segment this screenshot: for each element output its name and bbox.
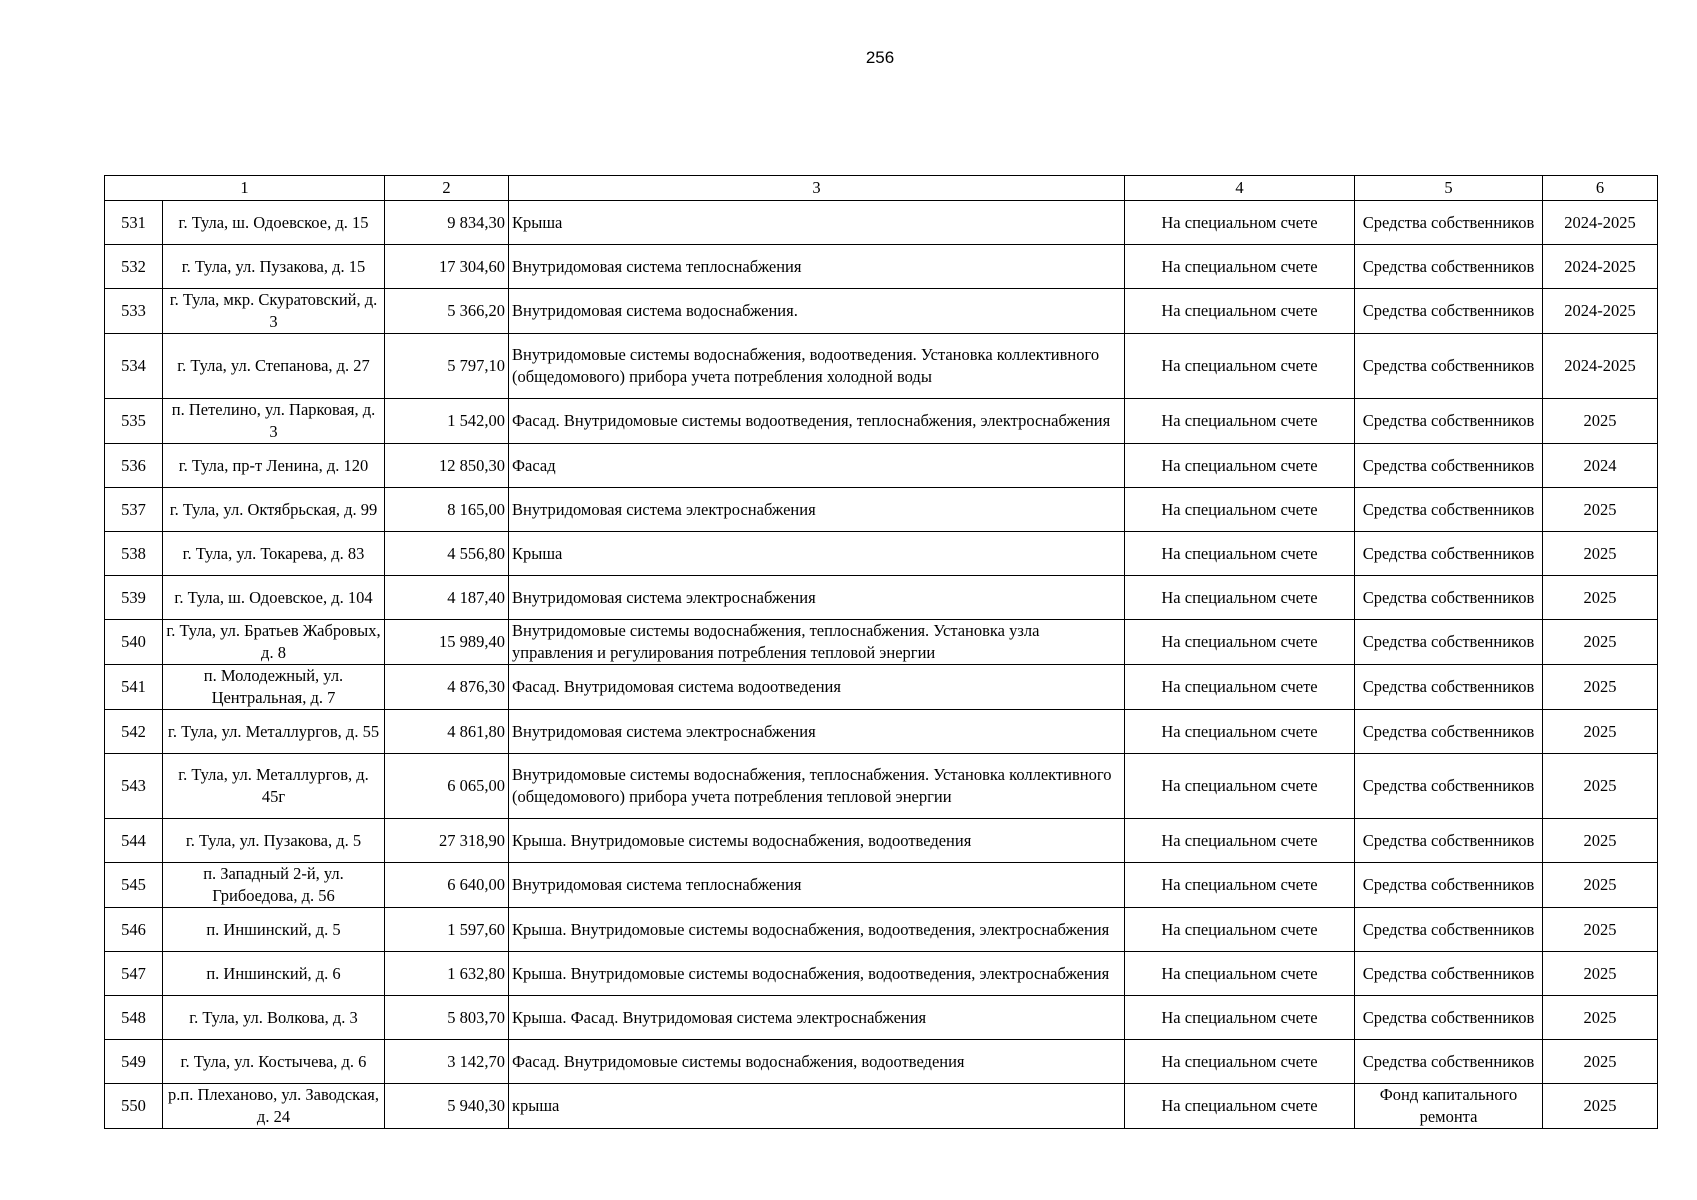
- account-cell: На специальном счете: [1125, 1084, 1355, 1129]
- years-cell: 2024: [1543, 444, 1658, 488]
- years-cell: 2024-2025: [1543, 334, 1658, 399]
- years-cell: 2025: [1543, 710, 1658, 754]
- address-cell: г. Тула, ш. Одоевское, д. 15: [163, 201, 385, 245]
- area-cell: 27 318,90: [385, 819, 509, 863]
- address-cell: г. Тула, ул. Пузакова, д. 5: [163, 819, 385, 863]
- header-col-4: 4: [1125, 176, 1355, 201]
- account-cell: На специальном счете: [1125, 754, 1355, 819]
- area-cell: 9 834,30: [385, 201, 509, 245]
- years-cell: 2024-2025: [1543, 289, 1658, 334]
- years-cell: 2025: [1543, 908, 1658, 952]
- funding-source-cell: Средства собственников: [1355, 1040, 1543, 1084]
- area-cell: 5 366,20: [385, 289, 509, 334]
- header-col-1: 1: [105, 176, 385, 201]
- capital-repair-table: [104, 175, 1658, 1129]
- area-cell: 17 304,60: [385, 245, 509, 289]
- table-row: [105, 334, 1658, 399]
- account-cell: На специальном счете: [1125, 488, 1355, 532]
- table-row: [105, 201, 1658, 245]
- works-cell: Внутридомовая система теплоснабжения: [509, 863, 1125, 908]
- row-number: 539: [105, 576, 163, 620]
- row-number: 545: [105, 863, 163, 908]
- years-cell: 2024-2025: [1543, 245, 1658, 289]
- funding-source-cell: Средства собственников: [1355, 863, 1543, 908]
- address-cell: г. Тула, ул. Металлургов, д. 45г: [163, 754, 385, 819]
- funding-source-cell: Средства собственников: [1355, 665, 1543, 710]
- area-cell: 6 065,00: [385, 754, 509, 819]
- account-cell: На специальном счете: [1125, 952, 1355, 996]
- table-row: [105, 245, 1658, 289]
- area-cell: 8 165,00: [385, 488, 509, 532]
- account-cell: На специальном счете: [1125, 399, 1355, 444]
- address-cell: г. Тула, пр-т Ленина, д. 120: [163, 444, 385, 488]
- years-cell: 2024-2025: [1543, 201, 1658, 245]
- area-cell: 4 861,80: [385, 710, 509, 754]
- funding-source-cell: Средства собственников: [1355, 444, 1543, 488]
- account-cell: На специальном счете: [1125, 532, 1355, 576]
- years-cell: 2025: [1543, 1040, 1658, 1084]
- account-cell: На специальном счете: [1125, 576, 1355, 620]
- table-row: [105, 710, 1658, 754]
- row-number: 536: [105, 444, 163, 488]
- area-cell: 4 187,40: [385, 576, 509, 620]
- years-cell: 2025: [1543, 952, 1658, 996]
- funding-source-cell: Средства собственников: [1355, 245, 1543, 289]
- years-cell: 2025: [1543, 819, 1658, 863]
- row-number: 537: [105, 488, 163, 532]
- row-number: 543: [105, 754, 163, 819]
- account-cell: На специальном счете: [1125, 819, 1355, 863]
- address-cell: г. Тула, ул. Степанова, д. 27: [163, 334, 385, 399]
- table-row: [105, 863, 1658, 908]
- funding-source-cell: Средства собственников: [1355, 488, 1543, 532]
- address-cell: г. Тула, ул. Октябрьская, д. 99: [163, 488, 385, 532]
- address-cell: г. Тула, ул. Металлургов, д. 55: [163, 710, 385, 754]
- funding-source-cell: Средства собственников: [1355, 952, 1543, 996]
- table-row: [105, 1084, 1658, 1129]
- row-number: 538: [105, 532, 163, 576]
- row-number: 535: [105, 399, 163, 444]
- address-cell: п. Петелино, ул. Парковая, д. 3: [163, 399, 385, 444]
- address-cell: г. Тула, ул. Волкова, д. 3: [163, 996, 385, 1040]
- years-cell: 2025: [1543, 996, 1658, 1040]
- works-cell: Внутридомовая система электроснабжения: [509, 488, 1125, 532]
- years-cell: 2025: [1543, 620, 1658, 665]
- account-cell: На специальном счете: [1125, 710, 1355, 754]
- account-cell: На специальном счете: [1125, 620, 1355, 665]
- funding-source-cell: Средства собственников: [1355, 710, 1543, 754]
- account-cell: На специальном счете: [1125, 334, 1355, 399]
- account-cell: На специальном счете: [1125, 1040, 1355, 1084]
- area-cell: 12 850,30: [385, 444, 509, 488]
- works-cell: Фасад. Внутридомовая система водоотведения: [509, 665, 1125, 710]
- account-cell: На специальном счете: [1125, 444, 1355, 488]
- table-row: [105, 532, 1658, 576]
- address-cell: п. Западный 2-й, ул. Грибоедова, д. 56: [163, 863, 385, 908]
- works-cell: Крыша: [509, 532, 1125, 576]
- row-number: 550: [105, 1084, 163, 1129]
- years-cell: 2025: [1543, 754, 1658, 819]
- address-cell: г. Тула, ш. Одоевское, д. 104: [163, 576, 385, 620]
- address-cell: г. Тула, ул. Пузакова, д. 15: [163, 245, 385, 289]
- account-cell: На специальном счете: [1125, 665, 1355, 710]
- address-cell: г. Тула, ул. Токарева, д. 83: [163, 532, 385, 576]
- table-body: [105, 201, 1658, 1129]
- row-number: 532: [105, 245, 163, 289]
- area-cell: 5 803,70: [385, 996, 509, 1040]
- table-row: [105, 289, 1658, 334]
- years-cell: 2025: [1543, 399, 1658, 444]
- funding-source-cell: Средства собственников: [1355, 334, 1543, 399]
- account-cell: На специальном счете: [1125, 996, 1355, 1040]
- works-cell: Внутридомовые системы водоснабжения, теплоснабжения. Установка узла управления и регулирования потребления тепловой энергии: [509, 620, 1125, 665]
- area-cell: 5 797,10: [385, 334, 509, 399]
- years-cell: 2025: [1543, 576, 1658, 620]
- works-cell: Крыша. Внутридомовые системы водоснабжения, водоотведения: [509, 819, 1125, 863]
- area-cell: 1 542,00: [385, 399, 509, 444]
- row-number: 547: [105, 952, 163, 996]
- area-cell: 1 597,60: [385, 908, 509, 952]
- table-row: [105, 996, 1658, 1040]
- address-cell: г. Тула, ул. Братьев Жабровых, д. 8: [163, 620, 385, 665]
- works-cell: Фасад. Внутридомовые системы водоотведения, теплоснабжения, электроснабжения: [509, 399, 1125, 444]
- area-cell: 15 989,40: [385, 620, 509, 665]
- account-cell: На специальном счете: [1125, 245, 1355, 289]
- table-row: [105, 576, 1658, 620]
- column-number-header: [105, 176, 1658, 201]
- works-cell: Фасад. Внутридомовые системы водоснабжения, водоотведения: [509, 1040, 1125, 1084]
- works-cell: крыша: [509, 1084, 1125, 1129]
- works-cell: Внутридомовые системы водоснабжения, теплоснабжения. Установка коллективного (общедомового) прибора учета потребления тепловой энергии: [509, 754, 1125, 819]
- funding-source-cell: Фонд капитального ремонта: [1355, 1084, 1543, 1129]
- area-cell: 4 556,80: [385, 532, 509, 576]
- row-number: 548: [105, 996, 163, 1040]
- table-row: [105, 952, 1658, 996]
- row-number: 541: [105, 665, 163, 710]
- account-cell: На специальном счете: [1125, 908, 1355, 952]
- row-number: 533: [105, 289, 163, 334]
- row-number: 531: [105, 201, 163, 245]
- page-number: 256: [865, 48, 895, 67]
- address-cell: п. Иншинский, д. 5: [163, 908, 385, 952]
- works-cell: Внутридомовая система водоснабжения.: [509, 289, 1125, 334]
- header-col-6: 6: [1543, 176, 1658, 201]
- row-number: 540: [105, 620, 163, 665]
- years-cell: 2025: [1543, 532, 1658, 576]
- account-cell: На специальном счете: [1125, 289, 1355, 334]
- funding-source-cell: Средства собственников: [1355, 754, 1543, 819]
- funding-source-cell: Средства собственников: [1355, 399, 1543, 444]
- works-cell: Внутридомовые системы водоснабжения, водоотведения. Установка коллективного (общедомового) прибора учета потребления холодной воды: [509, 334, 1125, 399]
- works-cell: Крыша. Внутридомовые системы водоснабжения, водоотведения, электроснабжения: [509, 908, 1125, 952]
- funding-source-cell: Средства собственников: [1355, 996, 1543, 1040]
- account-cell: На специальном счете: [1125, 201, 1355, 245]
- address-cell: п. Иншинский, д. 6: [163, 952, 385, 996]
- row-number: 544: [105, 819, 163, 863]
- address-cell: г. Тула, ул. Костычева, д. 6: [163, 1040, 385, 1084]
- funding-source-cell: Средства собственников: [1355, 819, 1543, 863]
- table-row: [105, 620, 1658, 665]
- area-cell: 4 876,30: [385, 665, 509, 710]
- row-number: 549: [105, 1040, 163, 1084]
- funding-source-cell: Средства собственников: [1355, 576, 1543, 620]
- funding-source-cell: Средства собственников: [1355, 201, 1543, 245]
- table-row: [105, 908, 1658, 952]
- table-row: [105, 754, 1658, 819]
- header-col-2: 2: [385, 176, 509, 201]
- years-cell: 2025: [1543, 863, 1658, 908]
- works-cell: Фасад: [509, 444, 1125, 488]
- works-cell: Крыша. Внутридомовые системы водоснабжения, водоотведения, электроснабжения: [509, 952, 1125, 996]
- table-row: [105, 819, 1658, 863]
- funding-source-cell: Средства собственников: [1355, 532, 1543, 576]
- years-cell: 2025: [1543, 665, 1658, 710]
- row-number: 534: [105, 334, 163, 399]
- header-col-5: 5: [1355, 176, 1543, 201]
- works-cell: Внутридомовая система электроснабжения: [509, 710, 1125, 754]
- address-cell: п. Молодежный, ул. Центральная, д. 7: [163, 665, 385, 710]
- table-row: [105, 1040, 1658, 1084]
- years-cell: 2025: [1543, 1084, 1658, 1129]
- funding-source-cell: Средства собственников: [1355, 908, 1543, 952]
- works-cell: Крыша. Фасад. Внутридомовая система электроснабжения: [509, 996, 1125, 1040]
- funding-source-cell: Средства собственников: [1355, 620, 1543, 665]
- funding-source-cell: Средства собственников: [1355, 289, 1543, 334]
- row-number: 542: [105, 710, 163, 754]
- works-cell: Внутридомовая система электроснабжения: [509, 576, 1125, 620]
- years-cell: 2025: [1543, 488, 1658, 532]
- area-cell: 3 142,70: [385, 1040, 509, 1084]
- area-cell: 1 632,80: [385, 952, 509, 996]
- area-cell: 6 640,00: [385, 863, 509, 908]
- table-row: [105, 399, 1658, 444]
- works-cell: Крыша: [509, 201, 1125, 245]
- table-row: [105, 444, 1658, 488]
- table-row: [105, 665, 1658, 710]
- table-row: [105, 488, 1658, 532]
- address-cell: г. Тула, мкр. Скуратовский, д. 3: [163, 289, 385, 334]
- row-number: 546: [105, 908, 163, 952]
- account-cell: На специальном счете: [1125, 863, 1355, 908]
- header-col-3: 3: [509, 176, 1125, 201]
- address-cell: р.п. Плеханово, ул. Заводская, д. 24: [163, 1084, 385, 1129]
- works-cell: Внутридомовая система теплоснабжения: [509, 245, 1125, 289]
- area-cell: 5 940,30: [385, 1084, 509, 1129]
